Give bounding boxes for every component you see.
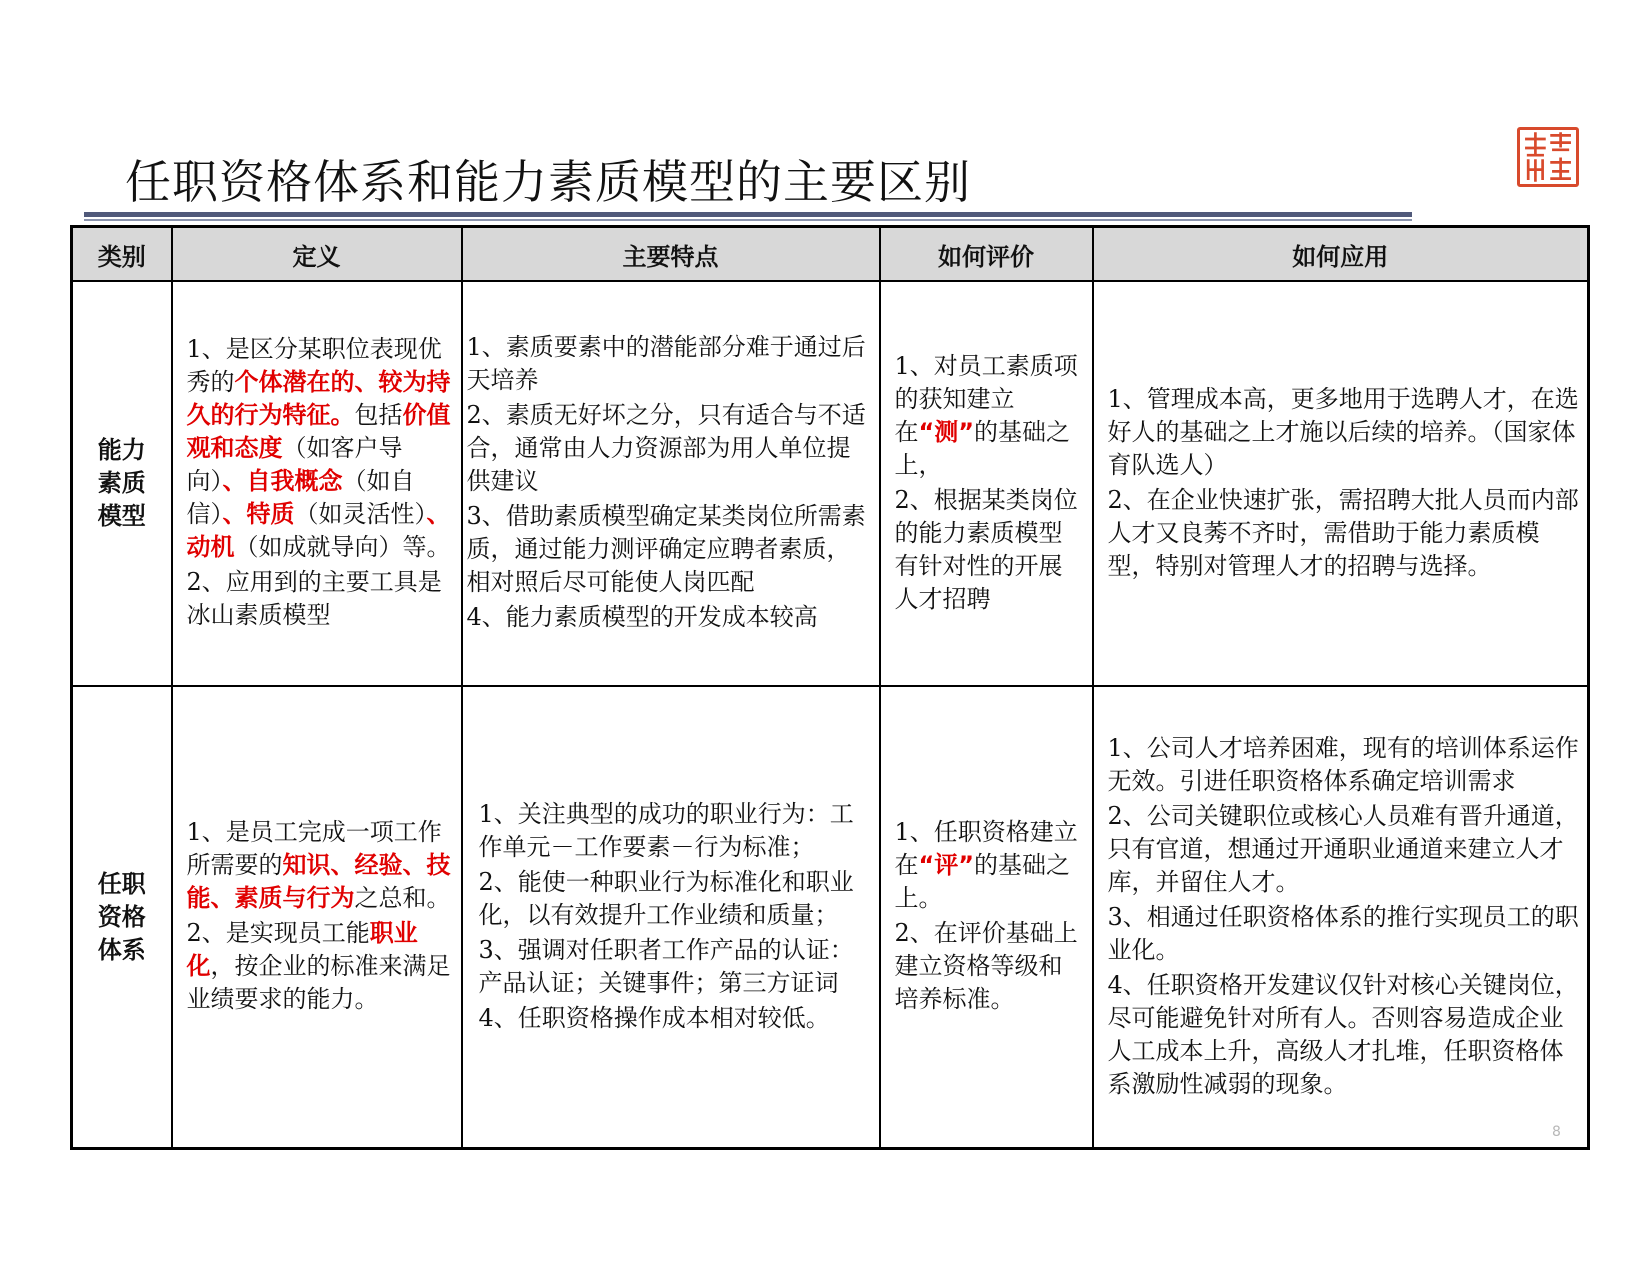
table-row-competency-model (72, 281, 1589, 686)
category-line: 资格 (97, 902, 146, 931)
comparison-table (70, 225, 1590, 1150)
body-text: 的基础之上。 (894, 851, 1071, 912)
application-item: 1、公司人才培养困难，现有的培训体系运作无效。引进任职资格体系确定培训需求 (1107, 733, 1579, 795)
body-text: 1、对员工素质项的获知建立在 (894, 351, 1078, 446)
highlight-text: “测” (918, 417, 975, 446)
body-text: 的基础之上， (894, 417, 1071, 479)
feature-item: 3、强调对任职者工作产品的认证：产品认证；关键事件；第三方证词 (478, 935, 854, 997)
highlight-text: 职业化 (186, 919, 418, 980)
feature-item: 3、借助素质模型确定某类岗位所需素质，通过能力测评确定应聘者素质，相对照后尽可能使人岗匹配 (466, 502, 866, 596)
feature-item: 4、任职资格操作成本相对较低。 (478, 1003, 830, 1032)
feature-item: 2、能使一种职业行为标准化和职业化，以有效提升工作业绩和质量； (478, 867, 854, 929)
application-cell (1093, 686, 1589, 1149)
category-cell (72, 686, 172, 1149)
definition-paragraph (187, 816, 453, 915)
category-line: 能力 (97, 436, 146, 464)
definition-cell (172, 686, 462, 1149)
evaluation-paragraph (895, 350, 1084, 482)
title-underline-thin (84, 219, 1412, 221)
body-text: 1、任职资格建立在 (894, 818, 1078, 879)
evaluation-cell (880, 281, 1093, 686)
evaluation-paragraph (895, 816, 1084, 915)
body-text: （如成就导向）等。 (234, 533, 451, 561)
evaluation-paragraph: 2、在评价基础上建立资格等级和培养标准。 (894, 919, 1078, 1013)
category-cell (72, 281, 172, 686)
definition-paragraph (187, 917, 453, 1016)
highlight-text: 知识、经验、技能、素质与行为 (186, 851, 451, 912)
body-text: 包括 (354, 401, 403, 429)
highlight-text: “评” (918, 851, 975, 879)
header-category: 类别 (72, 227, 172, 282)
header-features: 主要特点 (462, 227, 880, 282)
body-text: （如灵活性） (294, 500, 427, 528)
definition-paragraph: 2、应用到的主要工具是冰山素质模型 (186, 568, 442, 629)
features-cell (462, 686, 880, 1149)
company-seal-logo (1517, 127, 1579, 187)
body-text: ，按企业的标准来满足业绩要求的能力。 (186, 952, 451, 1013)
feature-item: 2、素质无好坏之分，只有适合与不适合，通常由人力资源部为用人单位提供建议 (466, 401, 866, 495)
category-line: 素质 (97, 469, 146, 497)
definition-cell (172, 281, 462, 686)
header-row (72, 227, 1589, 282)
highlight-text: 、自我概念 (222, 467, 343, 495)
highlight-text: 价值观和态度 (186, 401, 451, 462)
feature-item: 1、素质要素中的潜能部分难于通过后天培养 (466, 333, 866, 394)
body-text: 1、是区分某职位表现优秀的 (186, 335, 442, 396)
highlight-text: 个体潜在的、较为持久的行为特征。 (186, 368, 451, 429)
body-text: （如客户导向） (186, 434, 403, 495)
table-row-qualification-system (72, 686, 1589, 1149)
application-item: 2、在企业快速扩张，需招聘大批人员而内部人才又良莠不齐时，需借助于能力素质模型，特别对管理人才的招聘与选择。 (1107, 485, 1579, 580)
title-underline (84, 212, 1412, 217)
body-text: 1、是员工完成一项工作所需要的 (186, 818, 442, 879)
body-text: 2、是实现员工能 (186, 919, 370, 947)
application-cell (1093, 281, 1589, 686)
category-line: 模型 (97, 502, 146, 530)
evaluation-paragraph: 2、根据某类岗位的能力素质模型有针对性的开展人才招聘 (894, 485, 1078, 613)
page-number: 8 (1552, 1124, 1561, 1140)
category-line: 任职 (97, 869, 146, 898)
application-item: 4、任职资格开发建议仅针对核心关键岗位，尽可能避免针对所有人。否则容易造成企业人工成本上升，高级人才扎堆，任职资格体系激励性减弱的现象。 (1107, 970, 1579, 1098)
header-definition: 定义 (172, 227, 462, 282)
feature-item: 1、关注典型的成功的职业行为：工作单元－工作要素－行为标准； (478, 799, 854, 861)
seal-glyph-icon (1520, 130, 1576, 184)
header-evaluation: 如何评价 (880, 227, 1093, 282)
category-line: 体系 (97, 935, 146, 964)
application-item: 2、公司关键职位或核心人员难有晋升通道，只有官道，想通过开通职业通道来建立人才库，并留住人才。 (1107, 801, 1579, 896)
body-text: 之总和。 (354, 884, 451, 912)
application-item: 3、相通过任职资格体系的推行实现员工的职业化。 (1107, 902, 1579, 964)
feature-item: 4、能力素质模型的开发成本较高 (466, 603, 818, 631)
highlight-text: 、动机 (186, 500, 451, 561)
highlight-text: 、特质 (222, 500, 295, 528)
header-application: 如何应用 (1093, 227, 1589, 282)
body-text: （如自信） (186, 467, 415, 528)
application-item: 1、管理成本高，更多地用于选聘人才，在选好人的基础之上才施以后续的培养。（国家体育队选人） (1107, 384, 1579, 479)
features-cell (462, 281, 880, 686)
evaluation-cell (880, 686, 1093, 1149)
page-title: 任职资格体系和能力素质模型的主要区别 (125, 155, 971, 209)
definition-paragraph (187, 333, 453, 564)
